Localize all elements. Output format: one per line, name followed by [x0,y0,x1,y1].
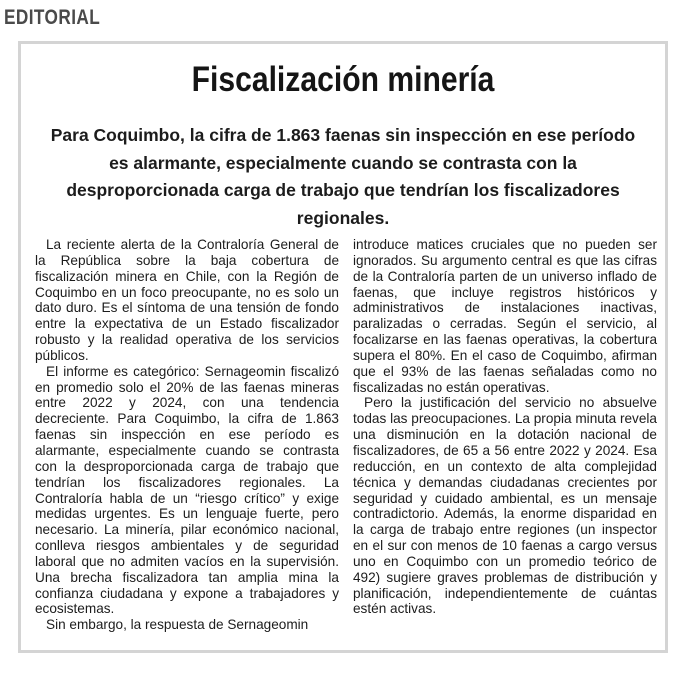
body-paragraph: La reciente alerta de la Contraloría General de la República sobre la baja cobertura de fiscalización minera en Chile, con la Región de Coquimbo en un foco preocupante, no es solo un dato duro. Es el síntoma de una tensión de fondo entre la expectativa de un Estado fiscalizador robusto y la realidad operativa de los servicios públicos. [35,237,339,363]
article-body [35,237,657,633]
body-column-right [353,237,657,633]
body-paragraph: introduce matices cruciales que no pueden ser ignorados. Su argumento central es que las cifras de la Contraloría parten de un universo inflado de faenas, que incluye registros históricos y administrativos de instalaciones inactivas, paralizadas o cerradas. Según el servicio, al focalizarse en las faenas operativas, la cobertura supera el 80%. En el caso de Coquimbo, afirman que el 93% de las faenas señaladas como no fiscalizadas no están operativas. [353,237,657,395]
article-headline: Fiscalización minería [191,60,495,99]
body-paragraph: Pero la justificación del servicio no absuelve todas las preocupaciones. La propia minuta revela una disminución en la dotación nacional de fiscalizadores, de 65 a 56 entre 2022 y 2024. Esa reducción, en un contexto de alta complejidad técnica y demandas ciudadanas crecientes por seguridad y cuidado ambiental, es un mensaje contradictorio. Además, la enorme disparidad en la carga de trabajo entre regiones (un inspector en el sur con menos de 10 faenas a cargo versus uno en Coquimbo con un promedio teórico de 492) sugiere graves problemas de distribución y planificación, independientemente de cuántas estén activas. [353,395,657,617]
body-paragraph: El informe es categórico: Sernageomin fiscalizó en promedio solo el 20% de las faenas mineras entre 2022 y 2024, con una tendencia decreciente. Para Coquimbo, la cifra de 1.863 faenas sin inspección en ese período es alarmante, especialmente cuando se contrasta con la desproporcionada carga de trabajo que tendrían los fiscalizadores regionales. La Contraloría habla de un “riesgo crítico” y exige medidas urgentes. Es un lenguaje fuerte, pero necesario. La minería, pilar económico nacional, conlleva riesgos ambientales y de seguridad laboral que no admiten vacíos en la supervisión. Una brecha fiscalizadora tan amplia mina la confianza ciudadana y expone a trabajadores y ecosistemas. [35,363,339,617]
article-frame [18,41,668,653]
body-column-left [35,237,339,633]
section-label: EDITORIAL [4,6,101,29]
article-deck: Para Coquimbo, la cifra de 1.863 faenas sin inspección en ese período es alarmante, especialmente cuando se contrasta con la desproporcionada carga de trabajo que tendrían los fiscalizadores regionales. [50,125,636,228]
body-paragraph: Sin embargo, la respuesta de Sernageomin [46,617,309,633]
